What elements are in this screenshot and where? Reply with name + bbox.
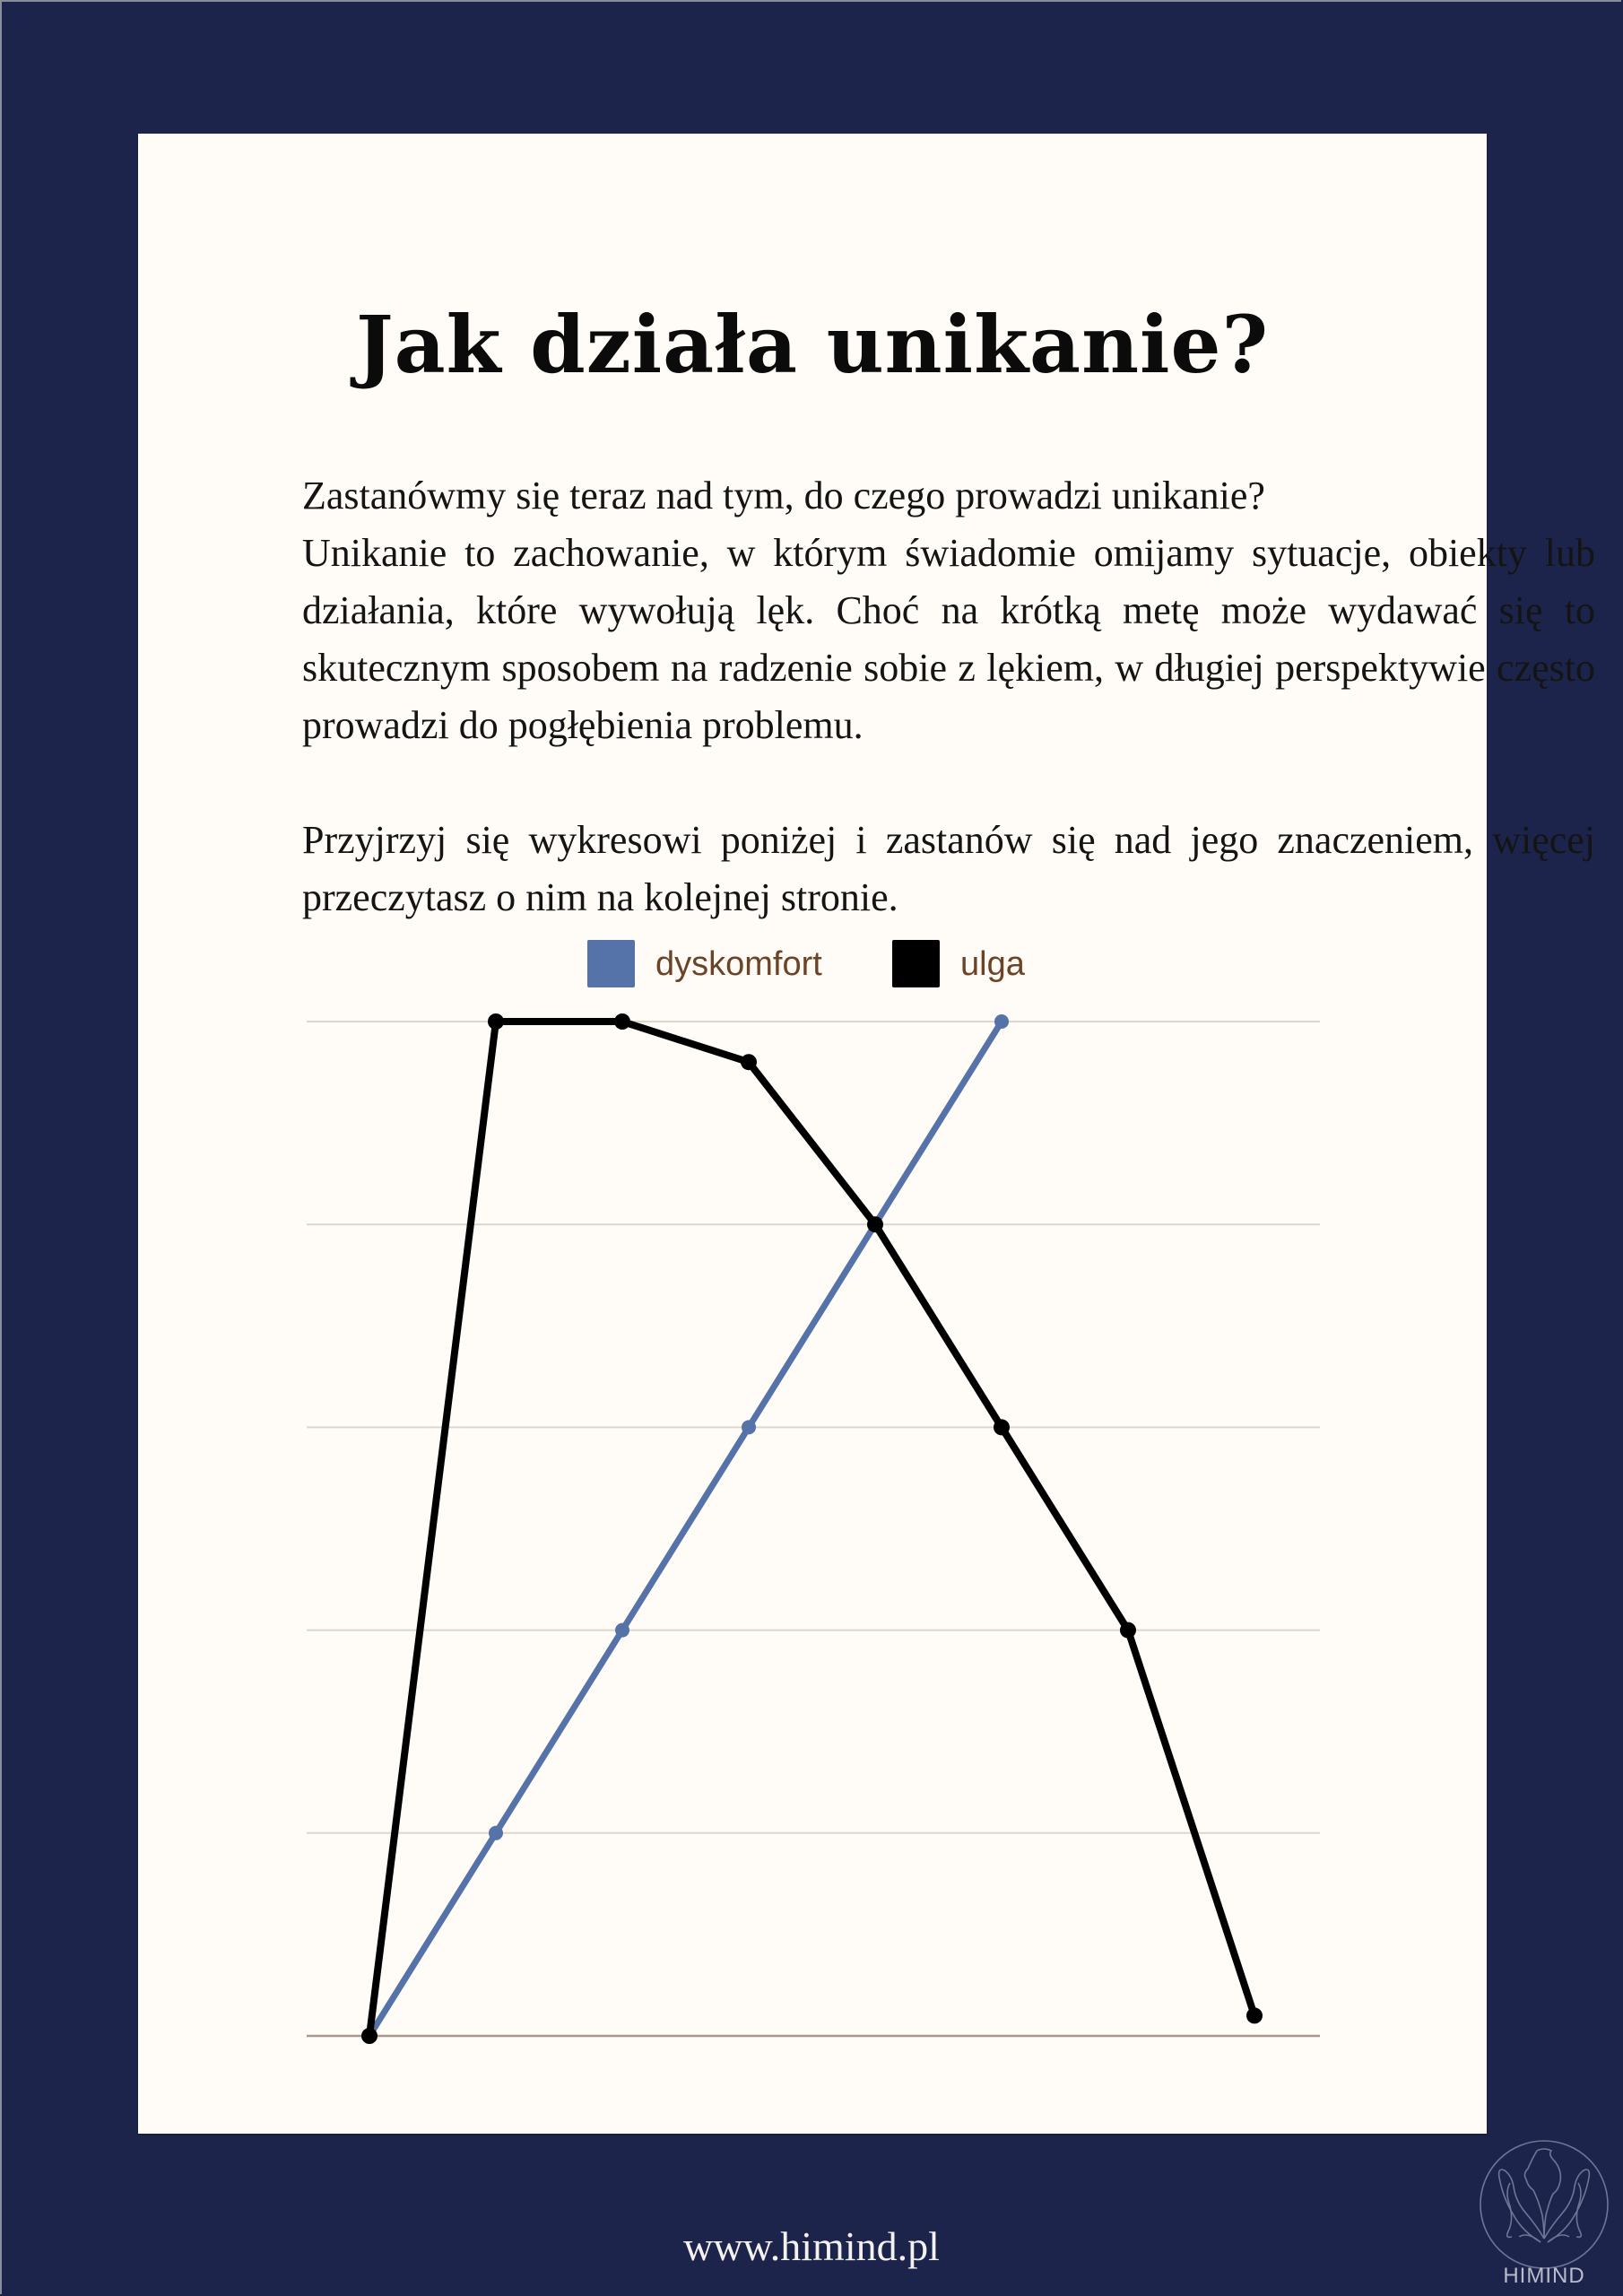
- footer-website-link[interactable]: www.himind.pl: [683, 2223, 940, 2269]
- data-point-marker: [994, 1419, 1010, 1435]
- data-point-marker: [867, 1216, 883, 1232]
- logo-wordmark: HIMIND: [1503, 2264, 1585, 2288]
- series-dyskomfort: [362, 1014, 1009, 2043]
- data-point-marker: [994, 1014, 1009, 1029]
- chart-gridlines: [307, 1022, 1320, 2036]
- data-point-marker: [361, 2028, 378, 2044]
- data-point-marker: [614, 1013, 630, 1030]
- himind-logo: [1478, 2138, 1610, 2296]
- legend-label-ulga: ulga: [960, 945, 1025, 983]
- data-point-marker: [489, 1826, 503, 1840]
- data-point-marker: [742, 1420, 756, 1434]
- data-point-marker: [488, 1013, 504, 1030]
- intro-paragraph: Unikanie to zachowanie, w którym świadomie omijamy sytuacje, obiekty lub działania, które wywołują lęk. Choć na krótką metę może wydawać się to skutecznym sposobem na radzenie sobie z lękiem, w długiej perspektywie często prowadzi do pogłębienia problemu.: [302, 531, 1595, 747]
- chart-series: [361, 1013, 1263, 2044]
- page-title: Jak działa unikanie?: [355, 298, 1270, 391]
- legend-label-dyskomfort: dyskomfort: [655, 945, 822, 983]
- chart-instruction-paragraph: Przyjrzyj się wykresowi poniżej i zastanów się nad jego znaczeniem, więcej przeczytasz o nim na kolejnej stronie.: [302, 818, 1595, 919]
- himind-lotus-logo-icon: [1478, 2138, 1610, 2271]
- intro-question: Zastanówmy się teraz nad tym, do czego prowadzi unikanie?: [302, 474, 1265, 517]
- legend-swatch-ulga: [892, 940, 940, 987]
- series-line: [369, 1022, 1002, 2036]
- data-point-marker: [741, 1054, 757, 1070]
- data-point-marker: [615, 1623, 629, 1638]
- data-point-marker: [1120, 1622, 1136, 1639]
- legend-swatch-dyskomfort: [587, 940, 635, 987]
- data-point-marker: [1246, 2007, 1263, 2023]
- series-line: [369, 1022, 1254, 2036]
- chart-legend: [587, 940, 1026, 987]
- series-ulga: [361, 1013, 1263, 2044]
